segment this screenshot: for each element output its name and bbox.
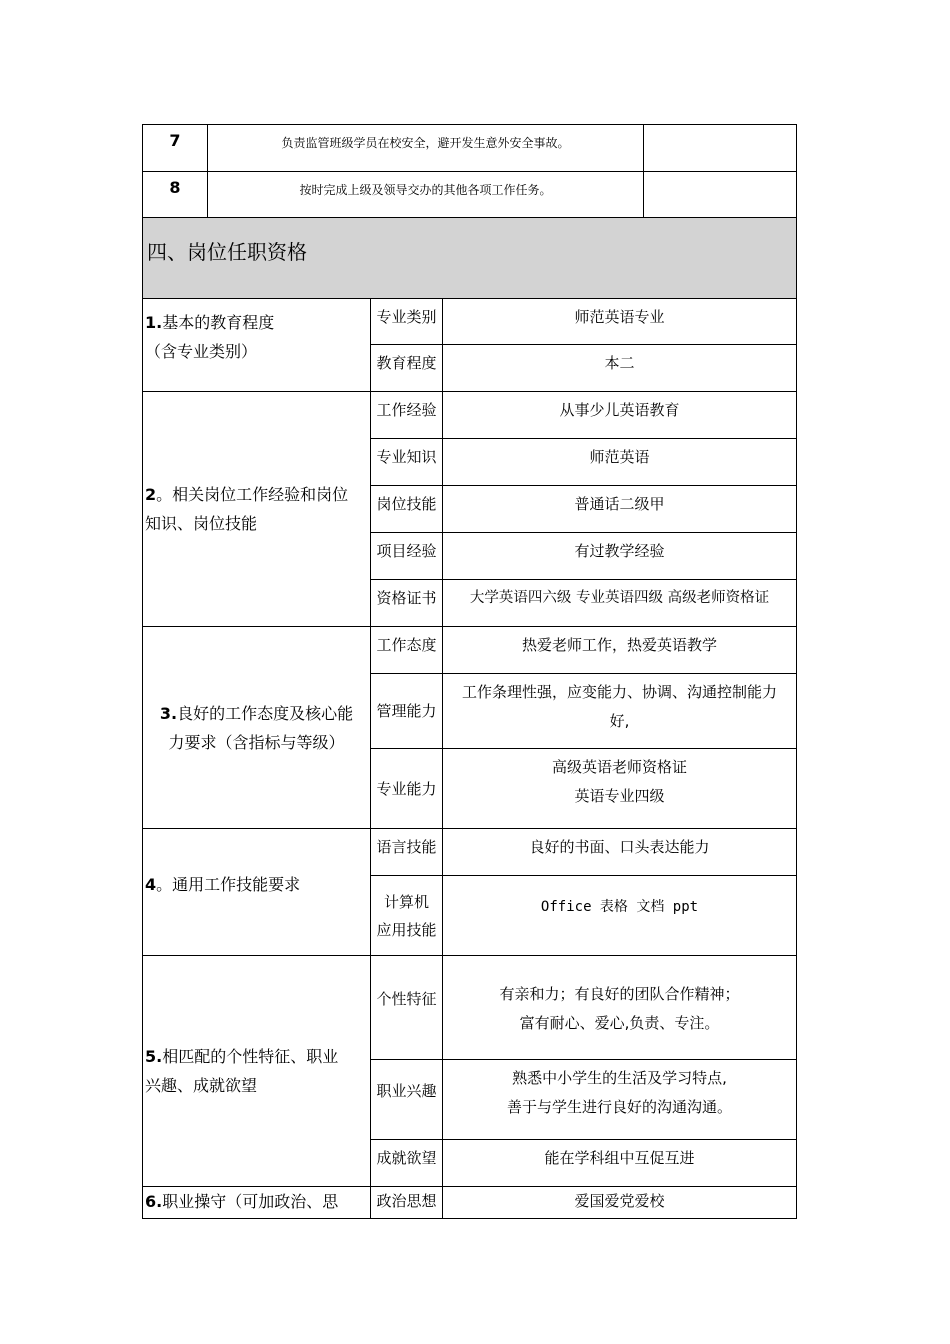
item-label: 个性特征 — [376, 990, 437, 1008]
group-title: 3.良好的工作态度及核心能 力要求（含指标与等级） — [159, 703, 354, 752]
group-title: 6.职业操守（可加政治、思 — [145, 1192, 339, 1211]
group-title: 1.基本的教育程度 （含专业类别） — [145, 313, 275, 361]
duty-number: 7 — [169, 131, 181, 150]
item-label: 管理能力 — [376, 702, 437, 720]
item-label: 专业知识 — [376, 448, 437, 466]
item-label: 专业类别 — [376, 308, 437, 326]
item-label: 成就欲望 — [376, 1149, 437, 1167]
duty-text: 按时完成上级及领导交办的其他各项工作任务。 — [299, 183, 552, 197]
item-label: 政治思想 — [376, 1192, 437, 1210]
item-label: 工作态度 — [376, 636, 437, 654]
item-label: 专业能力 — [376, 779, 437, 798]
item-value: 爱国爱党爱校 — [574, 1192, 665, 1210]
item-label: 资格证书 — [376, 589, 437, 607]
item-value: 良好的书面、口头表达能力 — [529, 838, 710, 856]
item-value: 本二 — [604, 354, 635, 372]
item-value: 热爱老师工作，热爱英语教学 — [521, 636, 717, 654]
duty-text: 负责监管班级学员在校安全，避开发生意外安全事故。 — [281, 136, 570, 150]
item-value: 师范英语专业 — [574, 308, 665, 326]
group-title: 5.相匹配的个性特征、职业 兴趣、成就欲望 — [145, 1047, 339, 1095]
item-label: 教育程度 — [376, 354, 437, 372]
item-value: 大学英语四六级 专业英语四级 高级老师资格证 — [469, 590, 770, 606]
group-title: 4。通用工作技能要求 — [145, 875, 301, 894]
item-label: 岗位技能 — [376, 495, 437, 513]
item-label: 工作经验 — [376, 401, 437, 419]
item-value: 有过教学经验 — [574, 542, 665, 560]
duty-number: 8 — [169, 178, 181, 197]
item-value: 高级英语老师资格证 英语专业四级 — [551, 758, 687, 805]
item-label: 项目经验 — [376, 542, 437, 560]
item-value: 普通话二级甲 — [574, 495, 665, 513]
item-value: 工作条理性强，应变能力、协调、沟通控制能力 好, — [461, 683, 777, 730]
item-value: 有亲和力；有良好的团队合作精神； 富有耐心、爱心,负责、专注。 — [499, 984, 740, 1032]
item-label: 职业兴趣 — [376, 1082, 437, 1100]
item-value: 熟悉中小学生的生活及学习特点, 善于与学生进行良好的沟通沟通。 — [506, 1069, 732, 1116]
section-title: 四、岗位任职资格 — [147, 239, 307, 264]
item-label: 计算机 应用技能 — [376, 892, 437, 939]
group-title: 2。相关岗位工作经验和岗位 知识、岗位技能 — [145, 485, 349, 533]
item-label: 语言技能 — [376, 838, 437, 856]
item-value: 师范英语 — [589, 448, 650, 466]
item-value: 能在学科组中互促互进 — [544, 1149, 695, 1167]
item-value: Office 表格 文档 ppt — [540, 899, 699, 915]
item-value: 从事少儿英语教育 — [559, 401, 680, 419]
